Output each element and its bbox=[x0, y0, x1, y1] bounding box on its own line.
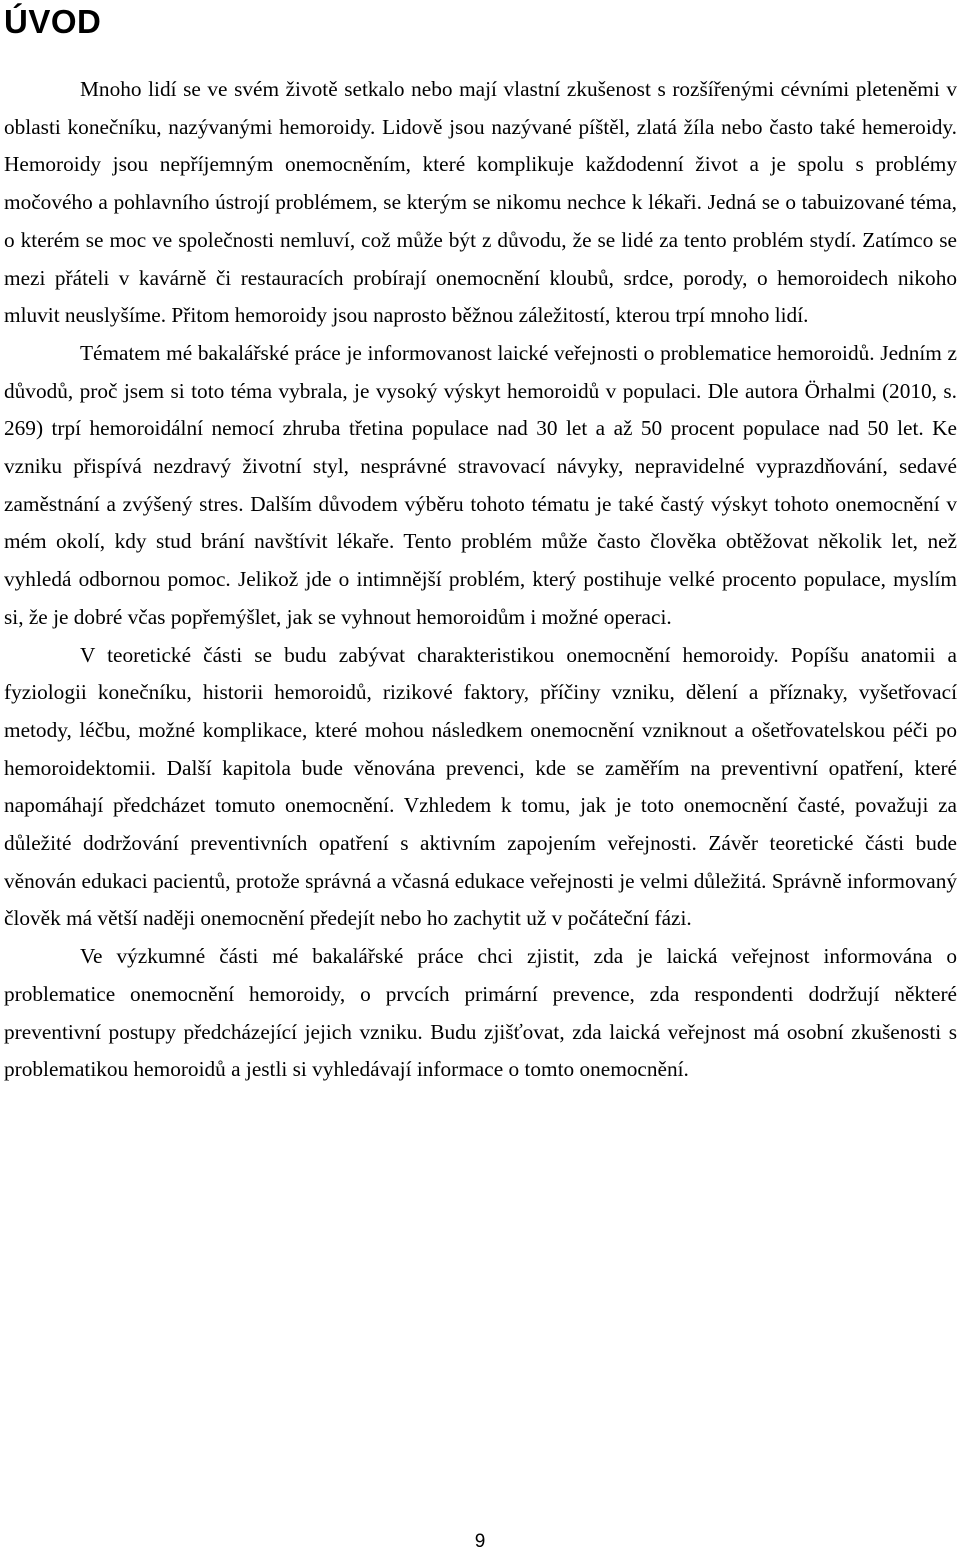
paragraph-topic: Tématem mé bakalářské práce je informovanost laické veřejnosti o problematice hemoroidů. Jedním z důvodů, proč jsem si toto téma vybrala, je vysoký výskyt hemoroidů v populaci. Dle autora Örhalmi (2010, s. 269) trpí hemoroidální nemocí zhruba třetina populace nad 30 let a až 50 procent populace nad 50 let. Ke vzniku přispívá nezdravý životní styl, nesprávné stravovací návyky, nepravidelné vyprazdňování, sedavé zaměstnání a zvýšený stres. Dalším důvodem výběru tohoto tématu je také častý výskyt tohoto onemocnění v mém okolí, kdy stud brání navštívit lékaře. Tento problém může často člověka obtěžovat několik let, než vyhledá odbornou pomoc. Jelikož jde o intimnější problém, který postihuje velké procento populace, myslím si, že je dobré včas popřemýšlet, jak se vyhnout hemoroidům i možné operaci. bbox=[4, 340, 957, 629]
page-number: 9 bbox=[474, 1531, 486, 1552]
section-heading: ÚVOD bbox=[4, 3, 102, 40]
paragraph-theory: V teoretické části se budu zabývat charakteristikou onemocnění hemoroidy. Popíšu anatomii a fyziologii konečníku, historii hemoroidů, rizikové faktory, příčiny vzniku, dělení a příznaky, vyšetřovací metody, léčbu, možné komplikace, které mohou následkem onemocnění vzniknout a ošetřovatelskou péči po hemoroidektomii. Další kapitola bude věnována prevenci, kde se zaměřím na preventivní opatření, které napomáhají předcházet tomuto onemocnění. Vzhledem k tomu, jak je toto onemocnění časté, považuji za důležité dodržování preventivních opatření s aktivním zapojením veřejnosti. Závěr teoretické části bude věnován edukaci pacientů, protože správná a včasná edukace veřejnosti je velmi důležitá. Správně informovaný člověk má větší naději onemocnění předejít nebo ho zachytit už v počáteční fázi. bbox=[4, 642, 957, 931]
body-text bbox=[4, 71, 957, 1089]
paragraph-research: Ve výzkumné části mé bakalářské práce chci zjistit, zda je laická veřejnost informována o problematice onemocnění hemoroidy, o prvcích primární prevence, zda respondenti dodržují některé preventivní postupy předcházející jejich vzniku. Budu zjišťovat, zda laická veřejnost má osobní zkušenosti s problematikou hemoroidů a jestli si vyhledávají informace o tomto onemocnění. bbox=[4, 944, 957, 1082]
paragraph-intro: Mnoho lidí se ve svém životě setkalo nebo mají vlastní zkušenost s rozšířenými cévními pleteněmi v oblasti konečníku, nazývanými hemoroidy. Lidově jsou nazývané píštěl, zlatá žíla nebo často také hemeroidy. Hemoroidy jsou nepříjemným onemocněním, které komplikuje každodenní život a je spolu s problémy močového a pohlavního ústrojí problémem, se kterým se nikomu nechce k lékaři. Jedná se o tabuizované téma, o kterém se moc ve společnosti nemluví, což může být z důvodu, že se lidé za tento problém stydí. Zatímco se mezi přáteli v kavárně či restauracích probírají onemocnění kloubů, srdce, porody, o hemoroidech nikoho mluvit neuslyšíme. Přitom hemoroidy jsou naprosto běžnou záležitostí, kterou trpí mnoho lidí. bbox=[4, 77, 957, 328]
